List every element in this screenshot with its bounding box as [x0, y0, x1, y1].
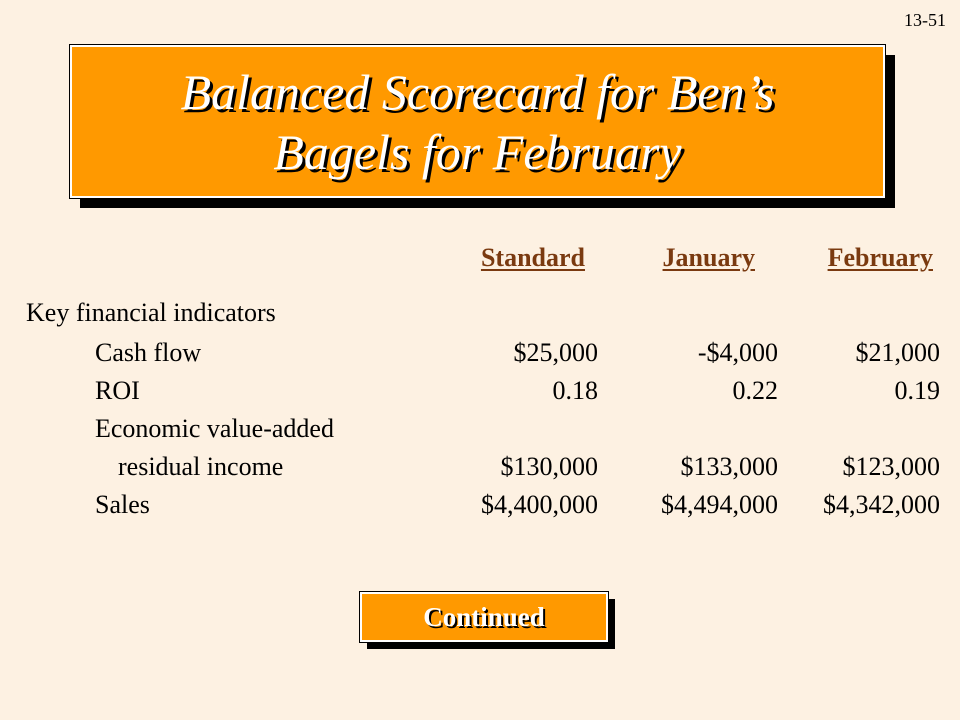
- slide-number: 13-51: [904, 10, 946, 30]
- cell-sales-standard: $4,400,000: [481, 490, 598, 519]
- cell-cash-flow-february: $21,000: [855, 338, 940, 367]
- page-title: Balanced Scorecard for Ben’s Bagels for February: [180, 63, 775, 180]
- row-label-residual-income: residual income: [118, 452, 284, 481]
- cell-sales-february: $4,342,000: [823, 490, 940, 519]
- row-label-cash-flow: Cash flow: [95, 338, 202, 367]
- cell-cash-flow-january: -$4,000: [697, 338, 778, 367]
- row-label-sales: Sales: [95, 490, 150, 519]
- title-banner: [70, 45, 885, 198]
- cell-roi-january: 0.22: [732, 376, 778, 405]
- cell-residual-income-february: $123,000: [842, 452, 940, 481]
- section-label: Key financial indicators: [26, 298, 276, 327]
- cell-roi-standard: 0.18: [552, 376, 598, 405]
- cell-sales-january: $4,494,000: [661, 490, 778, 519]
- cell-residual-income-january: $133,000: [680, 452, 778, 481]
- column-header-january: January: [662, 243, 755, 272]
- column-header-standard: Standard: [480, 243, 585, 272]
- cell-cash-flow-standard: $25,000: [513, 338, 598, 367]
- row-label-economic-value-added: Economic value-added: [95, 414, 334, 443]
- cell-roi-february: 0.19: [894, 376, 940, 405]
- row-label-roi: ROI: [95, 376, 140, 405]
- column-header-february: February: [827, 243, 933, 272]
- cell-residual-income-standard: $130,000: [500, 452, 598, 481]
- continued-button[interactable]: Continued: [360, 592, 608, 642]
